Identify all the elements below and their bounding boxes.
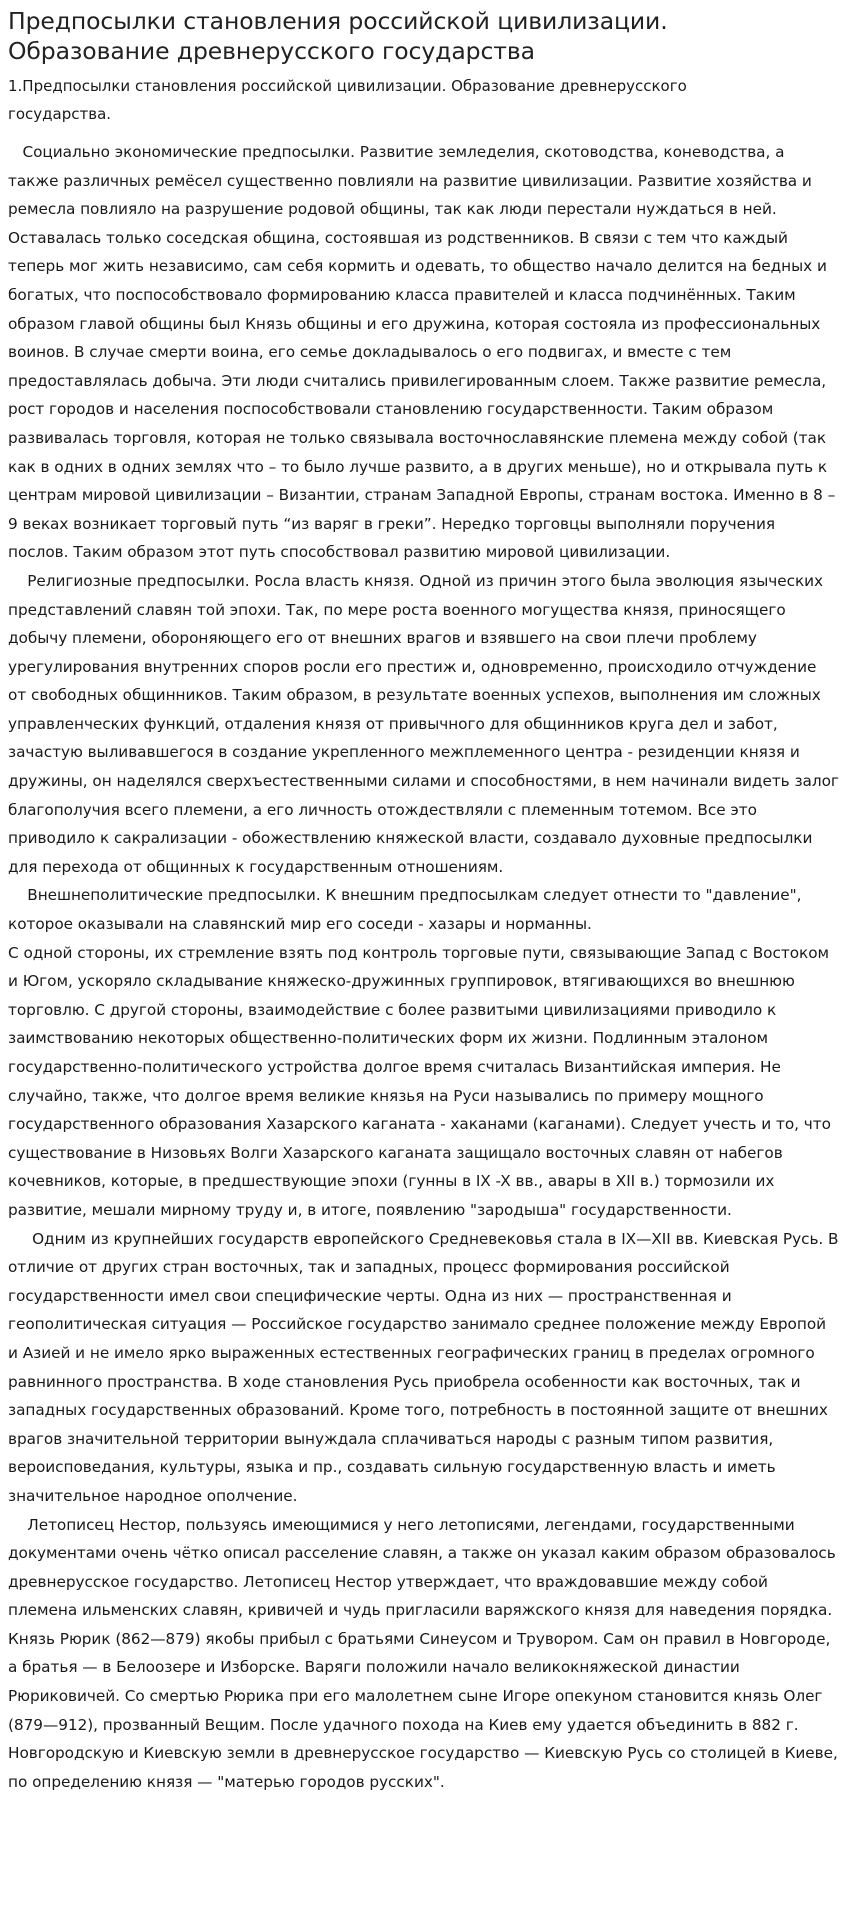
paragraph-socio-economic: Социально экономические предпосылки. Развитие земледелия, скотоводства, коневодства, а также различных ремёсел существенно повлияли на развитие цивилизации. Развитие хозяйства и ремесла повлияло на разрушение родовой общины, так как люди перестали нуждаться в ней. Оставалась только соседская община, состоявшая из родственников. В связи с тем что каждый теперь мог жить независимо, сам себя кормить и одевать, то общество начало делится на бедных и богатых, что поспособствовало формированию класса правителей и класса подчинённых. Таким образом главой общины был Князь общины и его дружина, которая состояла из профессиональных воинов. В случае смерти воина, его семье докладывалось о его подвигах, и вместе с тем предоставлялась добыча. Эти люди считались привилегированным слоем. Также развитие ремесла, рост городов и населения поспособствовали становлению государственности. Таким образом развивалась торговля, которая не только связывала восточнославянские племена между собой (так как в одних в одних землях что – то было лучше развито, а в других меньше), но и открывала путь к центрам мировой цивилизации – Византии, странам Западной Европы, странам востока. Именно в 8 – 9 веках возникает торговый путь “из варяг в греки”. Нередко торговцы выполняли поручения послов. Таким образом этот путь способствовал развитию мировой цивилизации. (8, 143, 841, 562)
page-title-line-2: Образование древнерусского государства (8, 37, 535, 65)
paragraph-nestor-chronicle: Летописец Нестор, пользуясь имеющимися у него летописями, легендами, государственными документами очень чётко описал расселение славян, а также он указал каким образом образовалось древнерусское государство. Летописец Нестор утверждает, что враждовавшие между собой племена ильменских славян, кривичей и чудь пригласили варяжского князя для наведения порядка. Князь Рюрик (862—879) якобы прибыл с братьями Синеусом и Трувором. Сам он правил в Новгороде, а братья — в Белоозере и Изборске. Варяги положили начало великокняжеской династии Рюриковичей. Со смертью Рюрика при его малолетнем сыне Игоре опекуном становится князь Олег (879—912), прозванный Вещим. После удачного похода на Киев ему удается объединить в 882 г. Новгородскую и Киевскую земли в древнерусское государство — Киевскую Русь со столицей в Киеве, по определению князя — "матерью городов русских". (8, 1515, 843, 1791)
page-title-line-1: Предпосылки становления российской цивилизации. (8, 7, 668, 35)
article-subtitle: 1.Предпосылки становления российской цивилизации. Образование древнерусского государства. (8, 77, 687, 123)
paragraph-kievan-rus: Одним из крупнейших государств европейского Средневековья стала в IX—XII вв. Киевская Русь. В отличие от других стран восточных, так и западных, процесс формирования российской государственности имел свои специфические черты. Одна из них — пространственная и геополитическая ситуация — Российское государство занимало среднее положение между Европой и Азией и не имело ярко выраженных естественных географических границ в пределах огромного равнинного пространства. В ходе становления Русь приобрела особенности как восточных, так и западных государственных образований. Кроме того, потребность в постоянной защите от внешних врагов значительной территории вынуждала сплачиваться народы с разным типом развития, вероисповедания, культуры, языка и пр., создавать сильную государственную власть и иметь значительное народное ополчение. (8, 1229, 844, 1505)
article-body (8, 138, 844, 1796)
article (8, 6, 844, 1796)
paragraph-foreign-policy-continued: С одной стороны, их стремление взять под контроль торговые пути, связывающие Запад с Востоком и Югом, ускоряло складывание княжеско-дружинных группировок, втягивающихся во внешнюю торговлю. С другой стороны, взаимодействие с более развитыми цивилизациями приводило к заимствованию некоторых общественно-политических форм их жизни. Подлинным эталоном государственно-политического устройства долгое время считалась Византийская империя. Не случайно, также, что долгое время великие князья на Руси назывались по примеру мощного государственного образования Хазарского каганата - хаканами (каганами). Следует учесть и то, что существование в Низовьях Волги Хазарского каганата защищало восточных славян от набегов кочевников, которые, в предшествующие эпохи (гунны в IX -X вв., авары в XII в.) тормозили их развитие, мешали мирному труду и, в итоге, появлению "зародыша" государственности. (8, 943, 836, 1219)
paragraph-foreign-policy: Внешнеполитические предпосылки. К внешним предпосылкам следует отнести то "давление", которое оказывали на славянский мир его соседи - хазары и норманны. (8, 886, 807, 934)
page-title (8, 6, 839, 66)
paragraph-religious: Религиозные предпосылки. Росла власть князя. Одной из причин этого была эволюция языческих представлений славян той эпохи. Так, по мере роста военного могущества князя, приносящего добычу племени, обороняющего его от внешних врагов и взявшего на свои плечи проблему урегулирования внутренних споров росли его престиж и, одновременно, происходило отчуждение от свободных общинников. Таким образом, в результате военных успехов, выполнения им сложных управленческих функций, отдаления князя от привычного для общинников круга дел и забот, зачастую выливавшегося в создание укрепленного межплеменного центра - резиденции князя и дружины, он наделялся сверхъестественными силами и способностями, в нем начинали видеть залог благополучия всего племени, а его личность отождествляли с племенным тотемом. Все это приводило к сакрализации - обожествлению княжеской власти, создавало духовные предпосылки для перехода от общинных к государственным отношениям. (8, 571, 844, 876)
